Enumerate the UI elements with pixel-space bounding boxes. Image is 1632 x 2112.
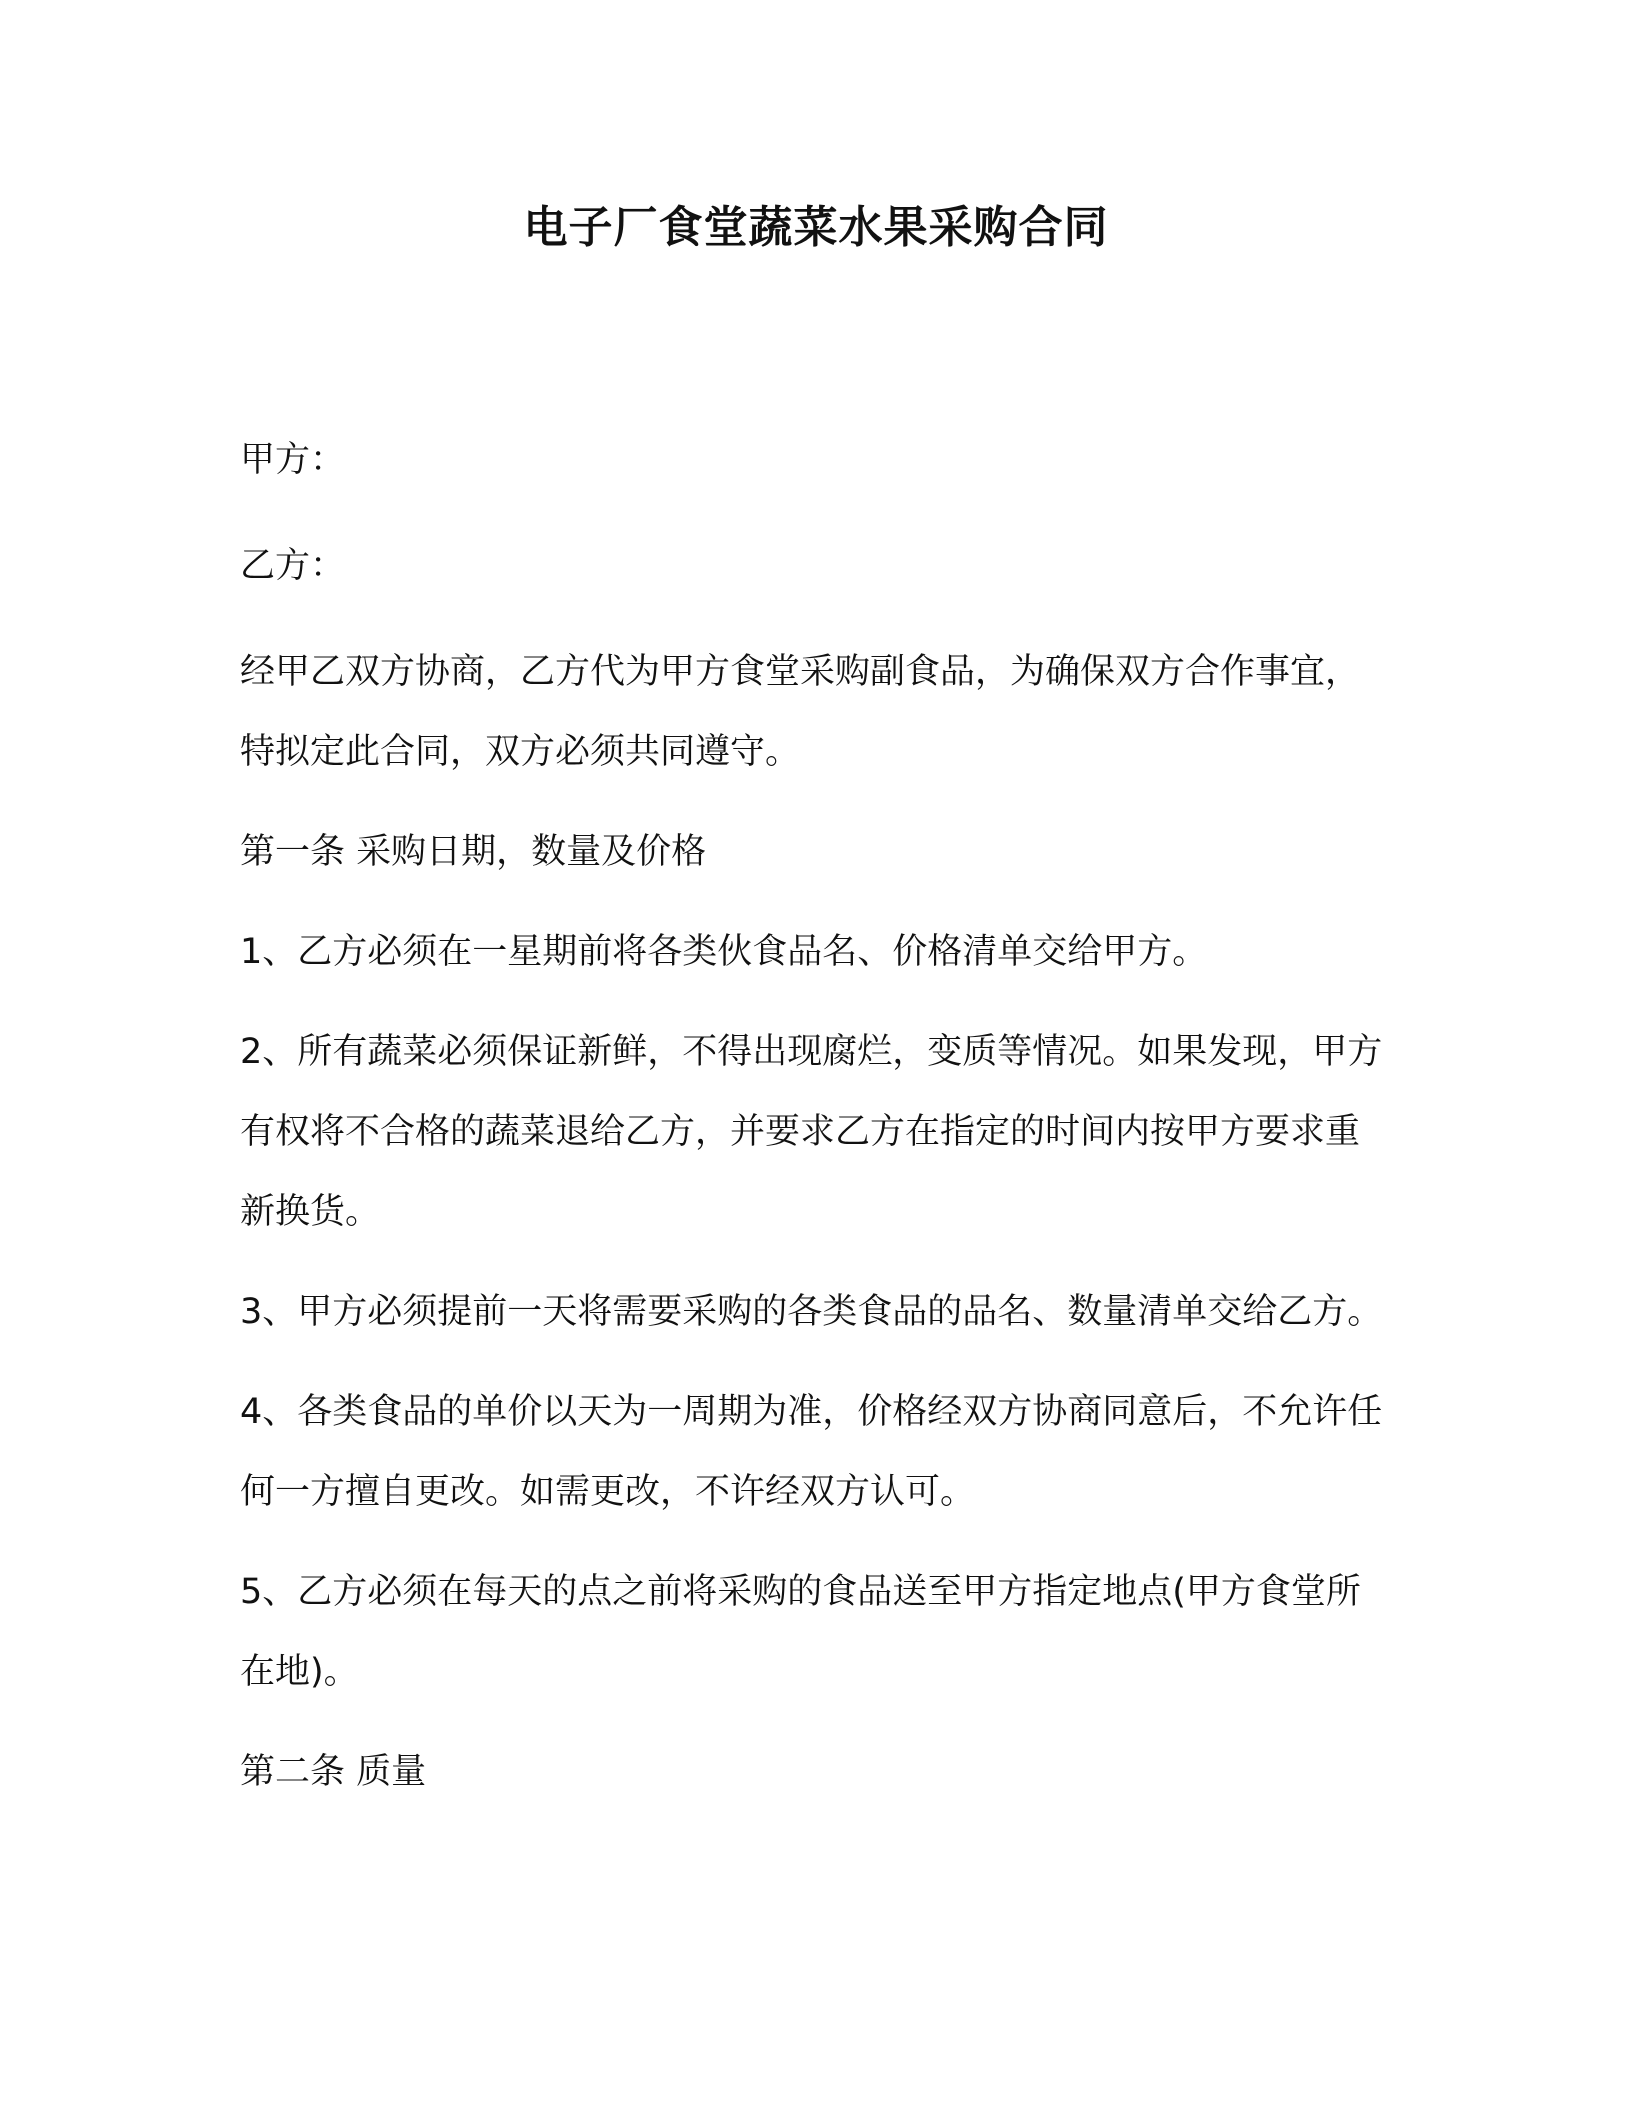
preamble-paragraph: 经甲乙双方协商，乙方代为甲方食堂采购副食品，为确保双方合作事宜，特拟定此合同，双方必须共同遵守。 — [240, 652, 1361, 772]
contract-body — [240, 420, 1390, 1832]
party-a-line: 甲方： — [240, 440, 346, 480]
article-2-heading: 第二条 质量 — [240, 1752, 427, 1792]
article-1-item: 3、甲方必须提前一天将需要采购的各类食品的品名、数量清单交给乙方。 — [240, 1292, 1383, 1332]
party-b-line: 乙方： — [240, 546, 346, 586]
article-1-item: 4、各类食品的单价以天为一周期为准，价格经双方协商同意后，不允许任何一方擅自更改。如需更改，不许经双方认可。 — [240, 1392, 1383, 1512]
contract-title: 电子厂食堂蔬菜水果采购合同 — [523, 202, 1109, 253]
article-1-item: 2、所有蔬菜必须保证新鲜，不得出现腐烂，变质等情况。如果发现，甲方有权将不合格的蔬菜退给乙方，并要求乙方在指定的时间内按甲方要求重新换货。 — [240, 1032, 1383, 1232]
article-1-item: 1、乙方必须在一星期前将各类伙食品名、价格清单交给甲方。 — [240, 932, 1208, 972]
article-1-item: 5、乙方必须在每天的点之前将采购的食品送至甲方指定地点(甲方食堂所在地)。 — [240, 1572, 1361, 1692]
article-1-heading: 第一条 采购日期，数量及价格 — [240, 832, 707, 872]
